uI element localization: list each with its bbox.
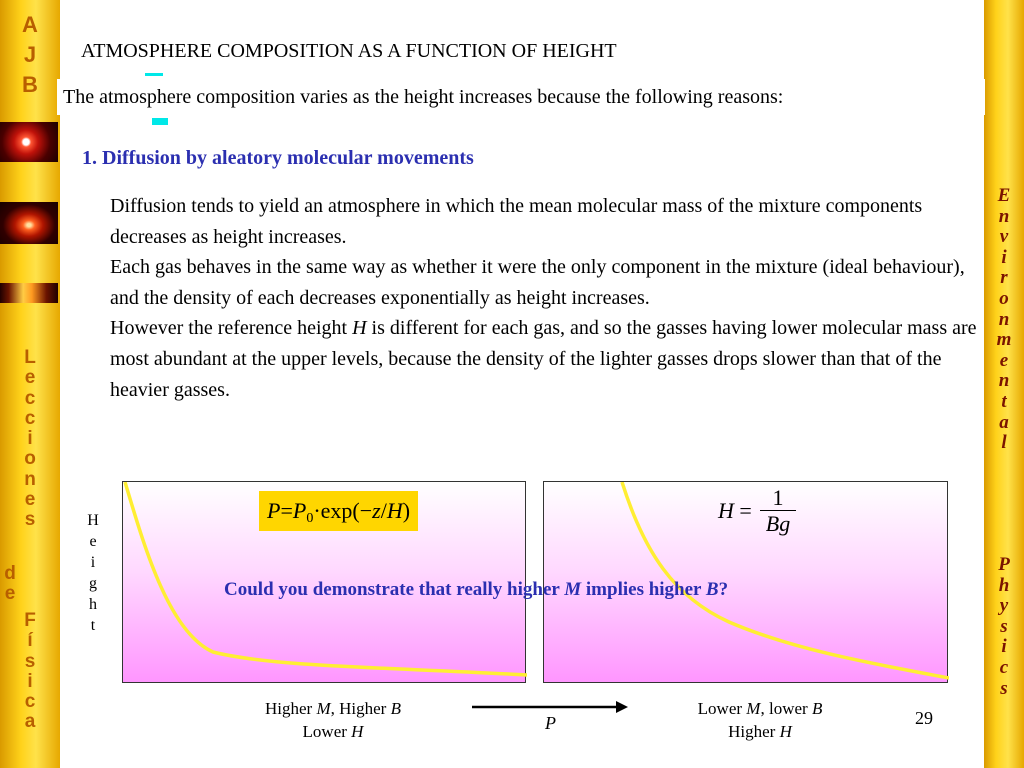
logo-letter: B [22, 72, 38, 97]
decorative-mark [152, 118, 168, 125]
paragraph: Each gas behaves in the same way as whether it were the only component in the mixture (ideal behaviour), and the density of each decreases exponentially as height increases. [110, 256, 965, 309]
decorative-mark [145, 73, 163, 76]
sidebar-vertical-text-fisica: F í s i c a [24, 610, 36, 733]
arrow-label: P [545, 713, 556, 733]
caption-left: Higher M, Higher B Lower H [265, 699, 401, 741]
body-text [110, 191, 980, 405]
sidebar-vertical-text-lecciones: L e c c i o n e s [24, 347, 36, 531]
logo-letter: A [22, 12, 38, 37]
question-text: Could you demonstrate that really higher M implies higher B? [224, 579, 729, 600]
y-axis-label: H e i g h t [87, 512, 99, 634]
sidebar-vertical-text-physics: P h y s i c s [998, 554, 1010, 699]
spectrum-thumbnail[interactable] [0, 283, 58, 303]
paragraph: However the reference height H is different for each gas, and so the gasses having lower molecular mass are most abundant at the upper levels, because the density of the lighter gasses drops slower than that of the heavier gasses. [110, 317, 977, 401]
slide-title: ATMOSPHERE COMPOSITION AS A FUNCTION OF HEIGHT [81, 40, 617, 62]
section-heading: 1. Diffusion by aleatory molecular movements [82, 147, 474, 169]
logo-letter: J [23, 42, 37, 67]
lab-photo-thumbnail[interactable] [0, 122, 58, 162]
pressure-formula: $P=P_0\cdot\exp(-z/H)$ [259, 491, 418, 531]
page-number: 29 [915, 708, 933, 728]
sidebar-vertical-text-de: d e [4, 563, 16, 605]
slide-subtitle: The atmosphere composition varies as the height increases because the following reasons: [57, 79, 985, 115]
paragraph: Diffusion tends to yield an atmosphere in which the mean molecular mass of the mixture components decreases as height increases. [110, 195, 923, 248]
caption-right: Lower M, lower B Higher H [697, 699, 823, 741]
sidebar-vertical-text-environmental: E n v i r o n m e n t a l [996, 185, 1012, 454]
lab-photo-thumbnail[interactable] [0, 202, 58, 244]
